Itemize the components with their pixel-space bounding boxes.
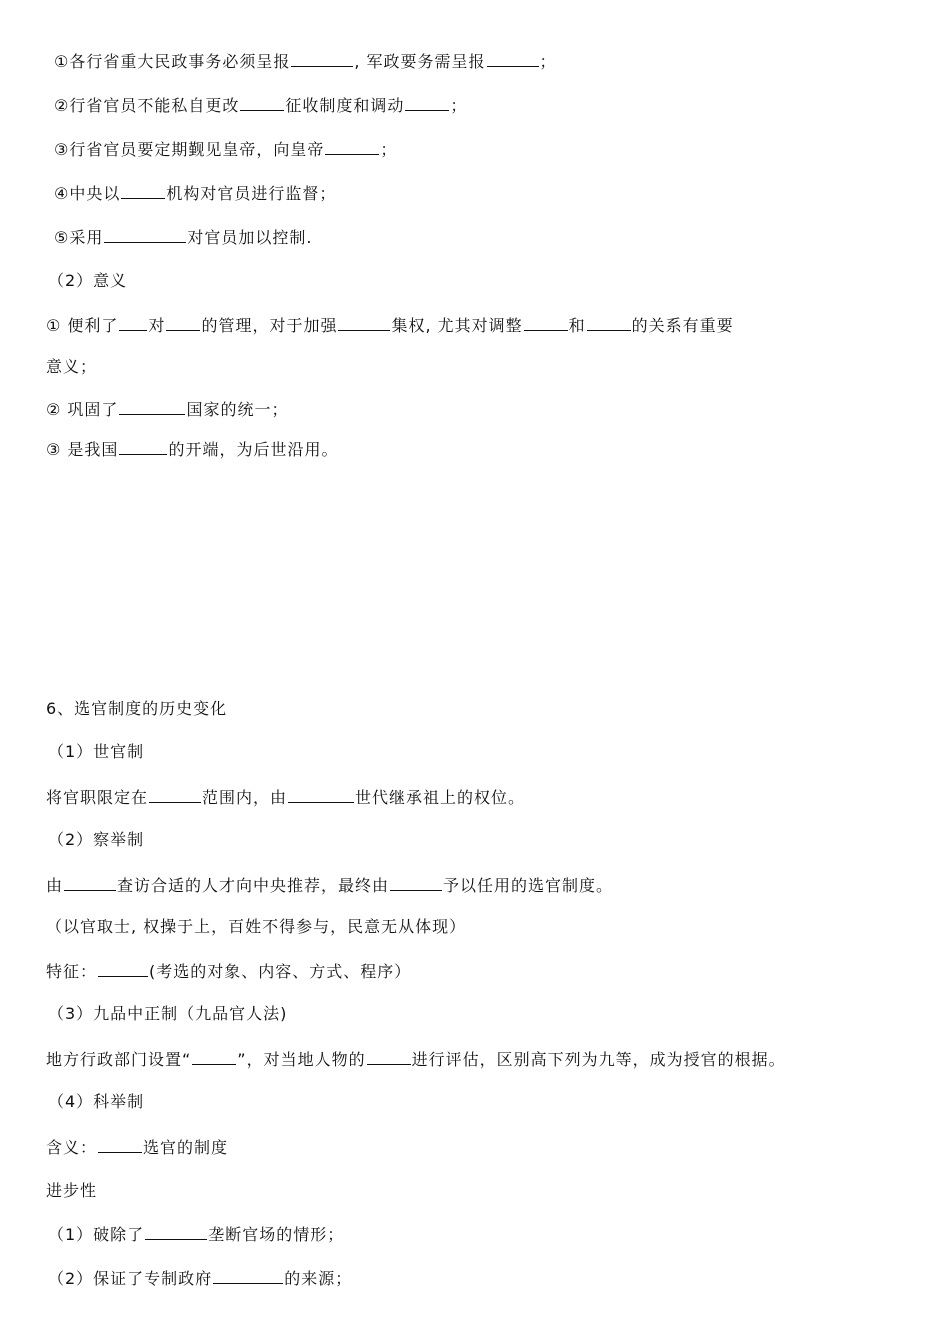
- text-line: [46, 916, 466, 938]
- fill-blank[interactable]: [104, 226, 186, 243]
- text-line: [48, 829, 144, 851]
- line-text: 的来源；: [284, 1269, 353, 1288]
- line-text: 垄断官场的情形；: [208, 1225, 345, 1244]
- line-text: 6、选官制度的历史变化: [46, 699, 228, 718]
- fill-blank[interactable]: [149, 786, 201, 803]
- text-line: [54, 50, 557, 73]
- text-line: [46, 874, 613, 897]
- line-text: ；: [380, 140, 398, 159]
- line-text: 予以任用的选官制度。: [443, 876, 614, 895]
- line-text: 国家的统一；: [186, 400, 289, 419]
- fill-blank[interactable]: [121, 182, 165, 199]
- line-text: 含义：: [46, 1138, 98, 1157]
- fill-blank[interactable]: [367, 1048, 411, 1065]
- fill-blank[interactable]: [390, 874, 442, 891]
- line-text: 范围内，由: [202, 788, 288, 807]
- line-text: （以官取士, 权操于上，百姓不得参与，民意无从体现）: [46, 917, 467, 936]
- line-text: 对: [148, 316, 166, 335]
- line-text: （2）意义: [48, 271, 128, 290]
- line-text: （1）世官制: [48, 742, 145, 761]
- fill-blank[interactable]: [192, 1048, 236, 1065]
- fill-blank[interactable]: [213, 1267, 283, 1284]
- fill-blank[interactable]: [524, 314, 568, 331]
- text-line: [46, 438, 338, 461]
- text-line: [46, 786, 525, 809]
- fill-blank[interactable]: [64, 874, 116, 891]
- line-text: ② 巩固了: [46, 400, 119, 419]
- line-text: 进行评估，区别高下列为九等，成为授官的根据。: [411, 1050, 786, 1069]
- line-text: 选官的制度: [143, 1138, 229, 1157]
- text-line: [46, 356, 97, 378]
- text-line: [54, 226, 312, 249]
- line-text: ”，对当地人物的: [237, 1050, 366, 1069]
- fill-blank[interactable]: [587, 314, 631, 331]
- line-text: （2）察举制: [48, 830, 145, 849]
- fill-blank[interactable]: [98, 960, 148, 977]
- text-line: [48, 270, 127, 292]
- line-text: 由: [46, 876, 64, 895]
- text-line: [46, 314, 734, 337]
- line-text: 意义；: [46, 357, 98, 376]
- text-line: [54, 182, 336, 205]
- line-text: （4）科举制: [48, 1092, 145, 1111]
- line-text: 特征：: [46, 962, 98, 981]
- text-line: [46, 1048, 786, 1071]
- line-text: ④中央以: [54, 184, 121, 203]
- text-line: [48, 1091, 144, 1113]
- fill-blank[interactable]: [98, 1136, 142, 1153]
- line-text: 机构对官员进行监督；: [166, 184, 337, 203]
- text-line: [48, 1003, 287, 1025]
- text-line: [48, 1267, 352, 1290]
- fill-blank[interactable]: [325, 138, 379, 155]
- line-text: 地方行政部门设置“: [46, 1050, 192, 1069]
- line-text: ；: [450, 96, 468, 115]
- fill-blank[interactable]: [288, 786, 354, 803]
- line-text: 的开端，为后世沿用。: [168, 440, 339, 459]
- line-text: ；: [539, 52, 557, 71]
- line-text: （1）破除了: [48, 1225, 145, 1244]
- fill-blank[interactable]: [405, 94, 449, 111]
- fill-blank[interactable]: [119, 314, 147, 331]
- line-text: 集权, 尤其对调整: [391, 316, 523, 335]
- fill-blank[interactable]: [240, 94, 284, 111]
- line-text: （3）九品中正制（九品官人法): [48, 1004, 288, 1023]
- text-line: [46, 698, 227, 720]
- line-text: （2）保证了专制政府: [48, 1269, 213, 1288]
- line-text: ①各行省重大民政事务必须呈报: [54, 52, 291, 71]
- fill-blank[interactable]: [145, 1223, 207, 1240]
- text-line: [46, 1136, 228, 1159]
- line-text: 世代继承祖上的权位。: [355, 788, 526, 807]
- text-line: [54, 94, 467, 117]
- text-line: [46, 1180, 97, 1202]
- text-line: [46, 398, 288, 421]
- line-text: 对官员加以控制.: [187, 228, 313, 247]
- line-text: 的关系有重要: [631, 316, 734, 335]
- line-text: 和: [568, 316, 586, 335]
- line-text: 将官职限定在: [46, 788, 149, 807]
- line-text: ⑤采用: [54, 228, 104, 247]
- fill-blank[interactable]: [119, 398, 185, 415]
- line-text: ②行省官员不能私自更改: [54, 96, 240, 115]
- text-line: [48, 1223, 344, 1246]
- line-text: 的管理，对于加强: [201, 316, 338, 335]
- line-text: 查访合适的人才向中央推荐，最终由: [117, 876, 390, 895]
- line-text: 进步性: [46, 1181, 98, 1200]
- line-text: ③行省官员要定期觐见皇帝，向皇帝: [54, 140, 325, 159]
- line-text: (考选的对象、内容、方式、程序）: [149, 962, 412, 981]
- line-text: , 军政要务需呈报: [354, 52, 486, 71]
- text-line: [48, 741, 144, 763]
- line-text: ① 便利了: [46, 316, 119, 335]
- fill-blank[interactable]: [487, 50, 539, 67]
- fill-blank[interactable]: [119, 438, 167, 455]
- text-line: [54, 138, 397, 161]
- line-text: ③ 是我国: [46, 440, 119, 459]
- fill-blank[interactable]: [291, 50, 353, 67]
- fill-blank[interactable]: [338, 314, 390, 331]
- line-text: 征收制度和调动: [285, 96, 405, 115]
- text-line: [46, 960, 411, 983]
- fill-blank[interactable]: [166, 314, 200, 331]
